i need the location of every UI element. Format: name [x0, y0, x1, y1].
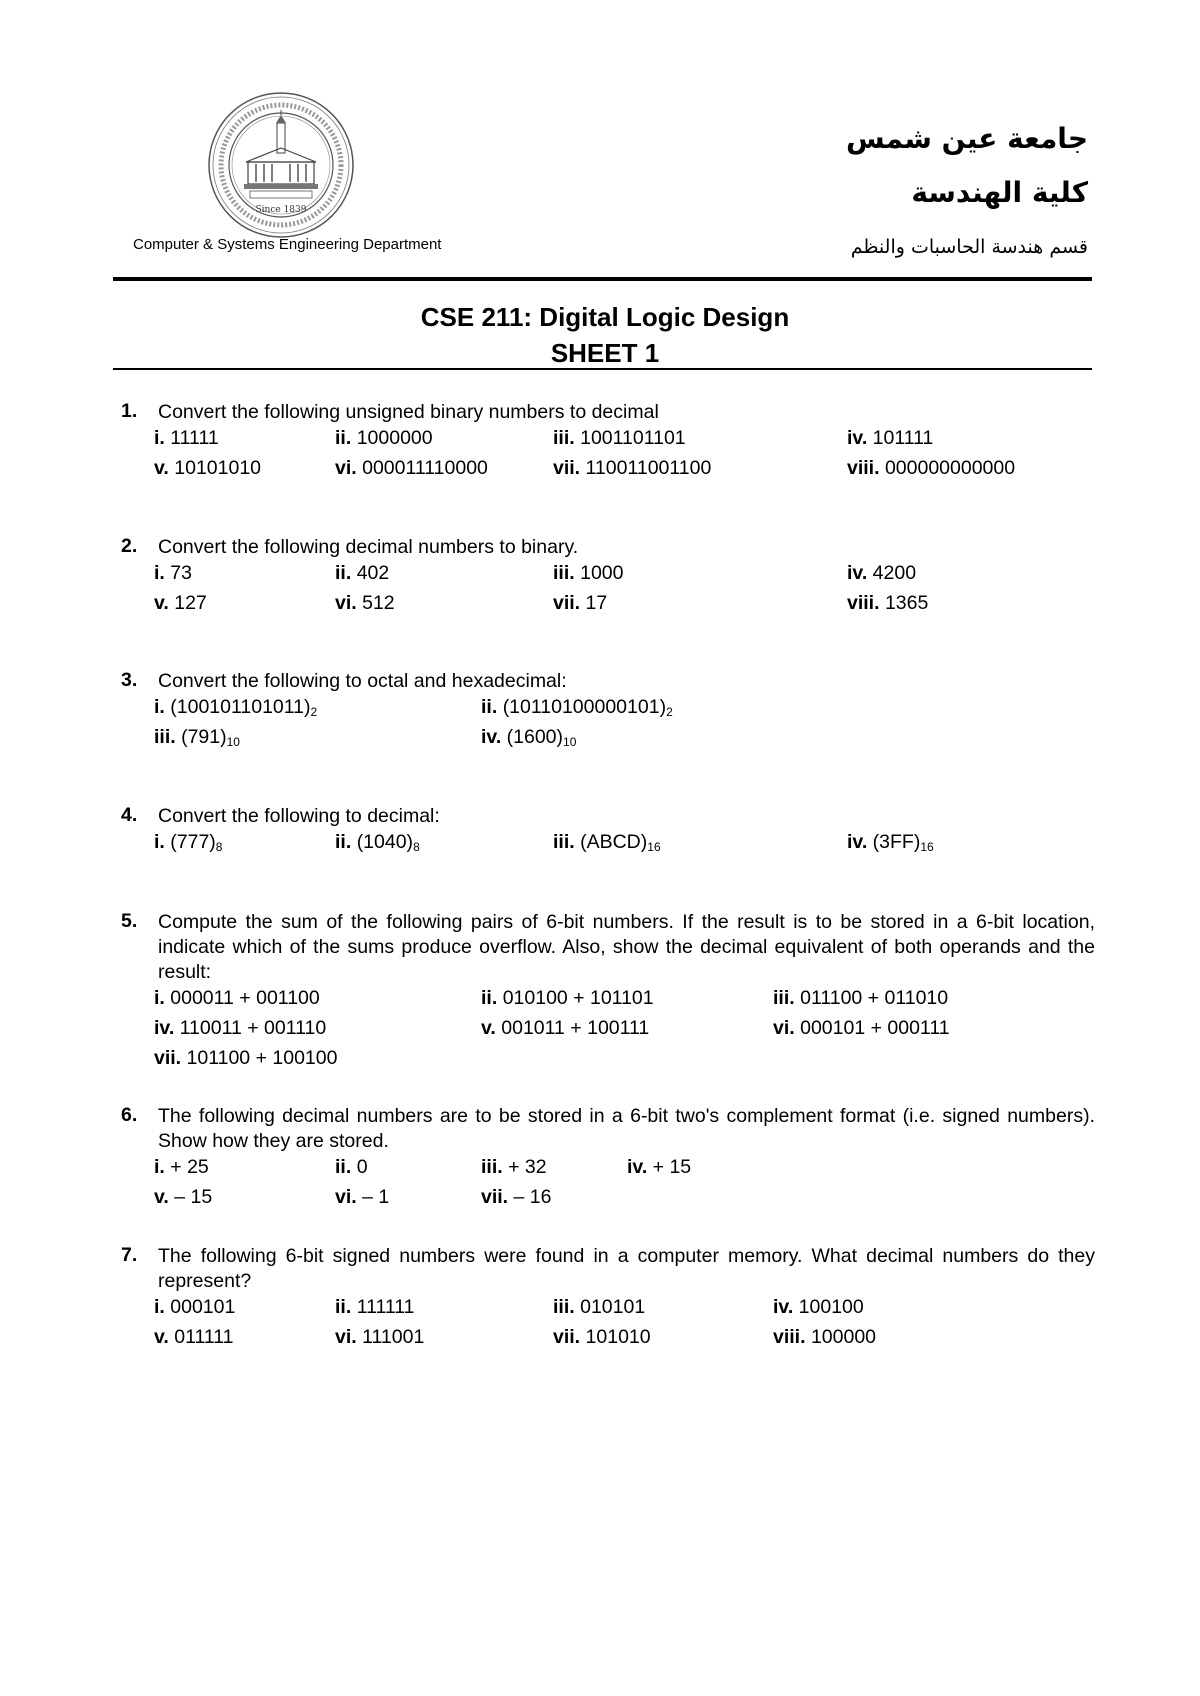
question-5: [121, 910, 1095, 1075]
list-item: vii. 101010: [553, 1326, 651, 1348]
item-row: [154, 694, 1095, 724]
sheet-title: SHEET 1: [550, 338, 660, 368]
list-item: iv. 110011 + 001110: [154, 1017, 327, 1039]
list-item: vi. 000101 + 000111: [773, 1017, 950, 1039]
question-3: [121, 669, 1095, 754]
list-item: iii. $(ABCD)_{16}$: [553, 831, 661, 854]
question-text: Convert the following unsigned binary numbers to decimal: [158, 401, 659, 423]
question-number: 2.: [121, 535, 138, 557]
title-divider: [113, 368, 1092, 370]
item-row: [154, 724, 1095, 754]
list-item: iii. 1000: [553, 562, 624, 584]
question-text: Convert the following to decimal:: [158, 805, 440, 827]
header-divider: [113, 277, 1092, 281]
question-6: [121, 1104, 1095, 1214]
list-item: ii. 010100 + 101101: [481, 987, 654, 1009]
question-text: The following decimal numbers are to be stored in a 6-bit two's complement format (i.e. signed numbers). Show how they are stored.: [158, 1105, 1095, 1152]
list-item: iv. $(3FF)_{16}$: [847, 831, 934, 854]
list-item: i. 11111: [154, 427, 219, 449]
course-title: CSE 211: Digital Logic Design: [420, 302, 790, 332]
question-text: Convert the following to octal and hexadecimal:: [158, 670, 567, 692]
list-item: viii. 1365: [847, 592, 929, 614]
list-item: iv. 4200: [847, 562, 917, 584]
item-row: [154, 1015, 1095, 1045]
list-item: iv. 100100: [773, 1296, 864, 1318]
list-item: iv. + 15: [627, 1156, 692, 1178]
list-item: i. 000011 + 001100: [154, 987, 320, 1009]
list-item: ii. 111111: [335, 1296, 415, 1318]
list-item: iii. $(791)_{10}$: [154, 726, 240, 749]
list-item: vi. 512: [335, 592, 395, 614]
question-7: [121, 1244, 1095, 1354]
list-item: i. + 25: [154, 1156, 209, 1178]
item-row: [154, 1324, 1095, 1354]
list-item: viii. 100000: [773, 1326, 877, 1348]
list-item: vi. 000011110000: [335, 457, 488, 479]
list-item: ii. $(10110100000101)_2$: [481, 696, 673, 719]
question-text: Convert the following decimal numbers to binary.: [158, 536, 579, 558]
faculty-name-arabic: كلية الهندسة: [911, 176, 1088, 209]
university-name-arabic: جامعة عين شمس: [846, 122, 1088, 155]
list-item: vii. 110011001100: [553, 457, 712, 479]
list-item: ii. 402: [335, 562, 390, 584]
list-item: iii. 011100 + 011010: [773, 987, 949, 1009]
question-number: 7.: [121, 1244, 138, 1266]
question-number: 3.: [121, 669, 138, 691]
item-row: [154, 985, 1095, 1015]
list-item: iv. 101111: [847, 427, 934, 449]
question-number: 4.: [121, 804, 138, 826]
university-seal-logo: [206, 90, 356, 240]
list-item: viii. 000000000000: [847, 457, 1016, 479]
item-row: [154, 1045, 1095, 1075]
question-number: 6.: [121, 1104, 138, 1126]
list-item: ii. $(1040)_8$: [335, 831, 420, 854]
list-item: vi. 111001: [335, 1326, 425, 1348]
question-number: 1.: [121, 400, 138, 422]
seal-since-text: Since 1839: [255, 205, 307, 215]
list-item: vi. – 1: [335, 1186, 390, 1208]
list-item: v. 001011 + 100111: [481, 1017, 650, 1039]
question-number: 5.: [121, 910, 138, 932]
list-item: v. 127: [154, 592, 207, 614]
list-item: v. 10101010: [154, 457, 262, 479]
department-name-english: Computer & Systems Engineering Department: [133, 236, 442, 253]
list-item: i. $(100101101011)_2$: [154, 696, 318, 719]
item-row: [154, 829, 1095, 859]
list-item: i. $(777)_8$: [154, 831, 223, 854]
list-item: iv. $(1600)_{10}$: [481, 726, 577, 749]
item-row: [154, 560, 1095, 590]
question-text: The following 6-bit signed numbers were found in a computer memory. What decimal numbers do they represent?: [158, 1245, 1095, 1292]
list-item: iii. + 32: [481, 1156, 547, 1178]
list-item: v. 011111: [154, 1326, 234, 1348]
item-row: [154, 425, 1095, 455]
item-row: [154, 1294, 1095, 1324]
list-item: i. 000101: [154, 1296, 236, 1318]
item-row: [154, 1154, 1095, 1184]
question-4: [121, 804, 1095, 859]
list-item: iii. 010101: [553, 1296, 646, 1318]
list-item: iii. 1001101101: [553, 427, 686, 449]
item-row: [154, 590, 1095, 620]
list-item: ii. 0: [335, 1156, 368, 1178]
item-row: [154, 1184, 1095, 1214]
list-item: vii. – 16: [481, 1186, 552, 1208]
item-row: [154, 455, 1095, 485]
question-1: [121, 400, 1095, 485]
list-item: vii. 17: [553, 592, 608, 614]
department-name-arabic: قسم هندسة الحاسبات والنظم: [850, 236, 1088, 258]
list-item: v. – 15: [154, 1186, 213, 1208]
question-text: Compute the sum of the following pairs of 6-bit numbers. If the result is to be stored in a 6-bit location, indicate which of the sums produce overflow. Also, show the decimal equivalent of both operands and the result:: [158, 911, 1095, 983]
list-item: vii. 101100 + 100100: [154, 1047, 338, 1069]
question-2: [121, 535, 1095, 620]
list-item: ii. 1000000: [335, 427, 433, 449]
list-item: i. 73: [154, 562, 192, 584]
